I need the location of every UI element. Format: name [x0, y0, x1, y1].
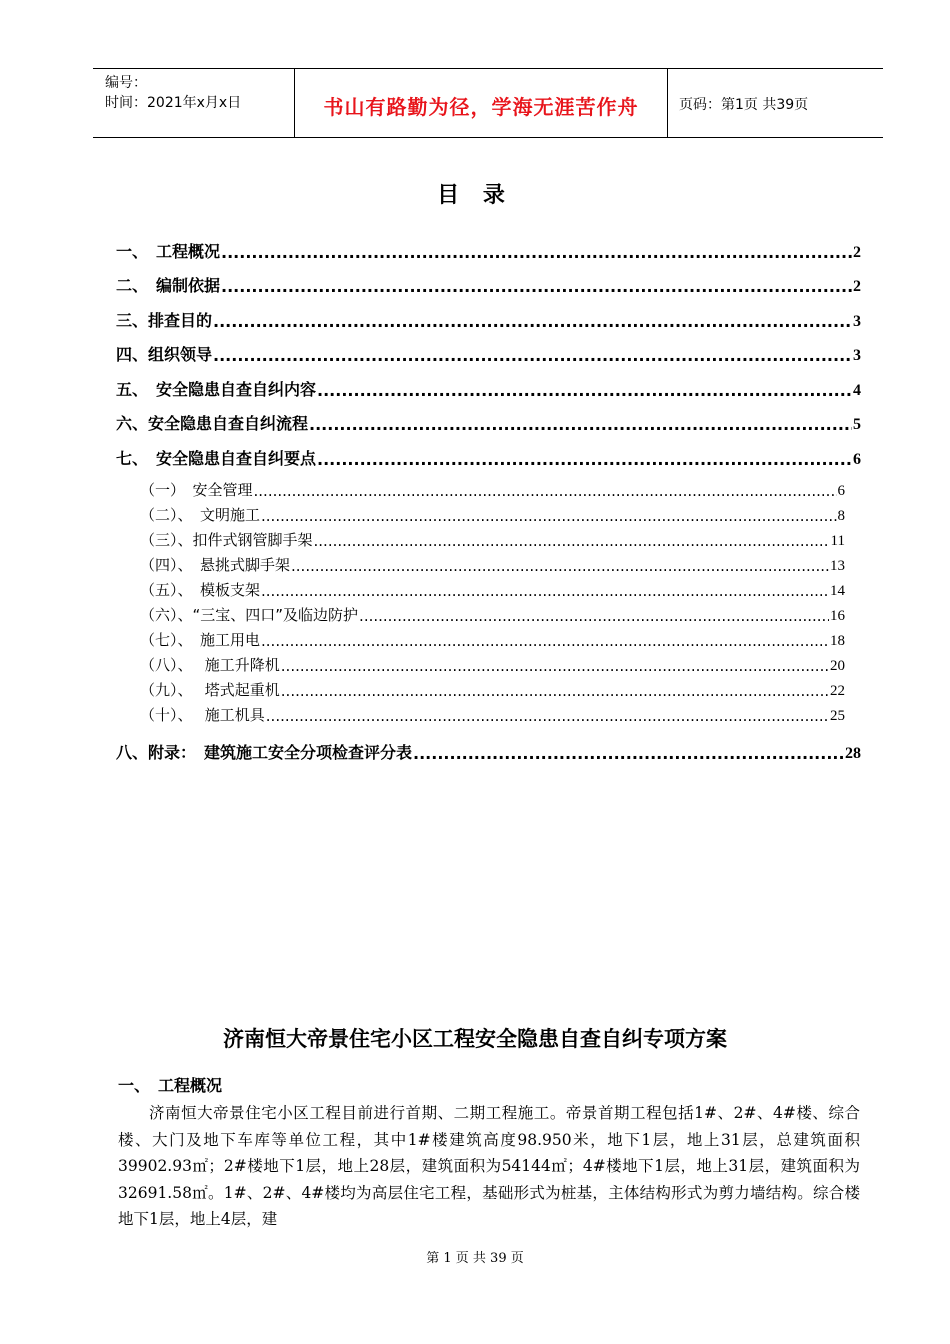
toc-entry-page: 2	[853, 243, 861, 261]
toc-subentry[interactable]	[116, 625, 861, 650]
toc-entry-label: （八）、 施工升降机	[140, 655, 280, 674]
toc-entry-page: 13	[830, 557, 845, 574]
toc-leader	[359, 607, 829, 625]
toc-leader	[317, 381, 852, 400]
toc-entry[interactable]	[116, 227, 861, 262]
toc-entry[interactable]	[116, 296, 861, 331]
toc-entry[interactable]	[116, 365, 861, 400]
header-page-info: 页码：第1页 共39页	[679, 97, 809, 113]
toc-entry-label: 五、 安全隐患自查自纠内容	[116, 379, 317, 399]
toc-leader	[413, 744, 844, 763]
body-paragraph: 济南恒大帝景住宅小区工程目前进行首期、二期工程施工。帝景首期工程包括1#、2#、4#楼、综合楼、大门及地下车库等单位工程，其中1#楼建筑高度98.950米，地下1层，地上31层，总建筑面积39902.93㎡；2#楼地下1层，地上28层，建筑面积为54144㎡；4#楼地下1层，地上31层，建筑面积为32691.58㎡。1#、2#、4#楼均为高层住宅工程，基础形式为桩基，主体结构形式为剪力墙结构。综合楼地下1层，地上4层，建	[118, 1104, 860, 1228]
toc-subentry[interactable]	[116, 675, 861, 700]
toc-leader	[317, 450, 852, 469]
toc-entry-label: 四、组织领导	[116, 345, 213, 364]
toc-entry-label: 八、附录： 建筑施工安全分项检查评分表	[116, 742, 413, 762]
toc-entry-label: （五）、 模板支架	[140, 580, 261, 599]
toc-entry-label: （一） 安全管理	[140, 480, 253, 499]
toc-entry-label: 六、安全隐患自查自纠流程	[116, 414, 309, 433]
toc-entry-page: 22	[830, 682, 845, 699]
toc-entry-page: 8	[837, 507, 845, 524]
header-divider	[667, 69, 668, 137]
toc-entry-page: 14	[830, 582, 845, 599]
toc-entry-page: 18	[830, 632, 845, 649]
toc-entry-label: 二、 编制依据	[116, 276, 221, 295]
toc-entry-page: 28	[845, 744, 861, 762]
header-motto: 书山有路勤为径，学海无涯苦作舟	[323, 95, 639, 119]
document-title: 济南恒大帝景住宅小区工程安全隐患自查自纠专项方案	[223, 1027, 727, 1051]
toc-leader	[261, 507, 836, 525]
toc-entry-appendix[interactable]	[116, 725, 861, 763]
toc-leader	[213, 346, 852, 365]
toc-subentry[interactable]	[116, 700, 861, 725]
toc-entry-label: 一、 工程概况	[116, 241, 221, 261]
toc-entry[interactable]	[116, 331, 861, 366]
toc-leader	[221, 243, 852, 262]
toc-entry-page: 25	[830, 707, 845, 724]
toc-entry-page: 16	[830, 607, 845, 624]
page-header	[93, 68, 883, 138]
toc-entry-page: 3	[853, 347, 861, 364]
toc-leader	[213, 312, 852, 331]
toc-entry-page: 5	[853, 416, 861, 433]
toc-entry-page: 6	[837, 482, 845, 499]
toc-leader	[266, 707, 829, 725]
table-of-contents	[116, 227, 861, 763]
toc-leader	[261, 632, 829, 650]
toc-entry-label: （六）、“三宝、四口”及临边防护	[140, 605, 359, 624]
toc-entry[interactable]	[116, 400, 861, 435]
toc-entry-page: 20	[830, 657, 845, 674]
section-heading: 一、 工程概况	[118, 1076, 223, 1095]
toc-subentry[interactable]	[116, 600, 861, 625]
toc-leader	[221, 277, 852, 296]
toc-subentry[interactable]	[116, 575, 861, 600]
toc-leader	[309, 415, 852, 434]
toc-entry-label: （十）、 施工机具	[140, 705, 265, 724]
toc-entry[interactable]	[116, 262, 861, 297]
toc-leader	[281, 657, 829, 675]
toc-entry-label: 七、 安全隐患自查自纠要点	[116, 448, 317, 468]
toc-subentry[interactable]	[116, 550, 861, 575]
toc-subentry[interactable]	[116, 500, 861, 525]
toc-leader	[281, 682, 829, 700]
toc-entry-page: 4	[853, 381, 861, 399]
toc-entry-label: （七）、 施工用电	[140, 630, 261, 649]
toc-subentry[interactable]	[116, 650, 861, 675]
toc-entry-label: （二）、 文明施工	[140, 505, 261, 524]
toc-entry-page: 2	[853, 278, 861, 295]
page-footer: 第 1 页 共 39 页	[426, 1251, 524, 1266]
toc-entry[interactable]	[116, 434, 861, 469]
toc-leader	[254, 482, 837, 500]
toc-entry-page: 3	[853, 312, 861, 330]
toc-subentry[interactable]	[116, 525, 861, 550]
toc-leader	[291, 557, 829, 575]
toc-leader	[261, 582, 829, 600]
toc-entry-page: 11	[830, 532, 845, 549]
toc-leader	[314, 532, 830, 550]
number-label: 编号：	[105, 75, 147, 91]
toc-title: 目 录	[437, 183, 513, 208]
header-meta	[105, 73, 241, 113]
toc-entry-page: 6	[853, 450, 861, 468]
toc-entry-label: （九）、 塔式起重机	[140, 680, 280, 699]
toc-entry-label: （四）、 悬挑式脚手架	[140, 555, 291, 574]
time-label: 时间：2021年x月x日	[105, 95, 242, 111]
toc-subentry[interactable]	[116, 475, 861, 500]
toc-entry-label: 三、排查目的	[116, 310, 213, 330]
toc-entry-label: （三）、扣件式钢管脚手架	[140, 530, 313, 549]
